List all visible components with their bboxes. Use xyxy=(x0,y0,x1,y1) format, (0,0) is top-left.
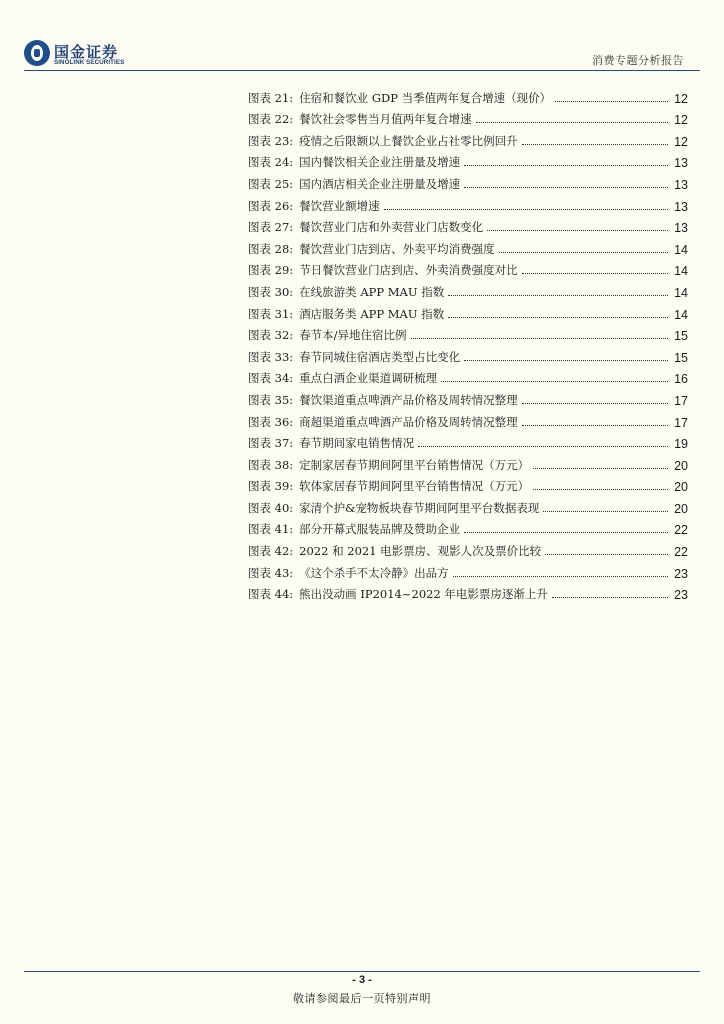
toc-entry[interactable] xyxy=(248,559,688,581)
toc-entry-title: 2022 和 2021 电影票房、观影人次及票价比较 xyxy=(299,544,542,559)
toc-entry-label: 图表 31: xyxy=(248,306,294,321)
toc-entry-page: 13 xyxy=(674,156,688,171)
toc-entry-page: 17 xyxy=(674,415,688,430)
toc-entry[interactable] xyxy=(248,516,688,538)
toc-entry-title: 春节本/异地住宿比例 xyxy=(299,328,407,343)
toc-entry-page: 22 xyxy=(674,545,688,560)
toc-entry[interactable] xyxy=(248,214,688,236)
toc-entry-label: 图表 21: xyxy=(248,90,294,105)
toc-entry-title: 家清个护&宠物板块春节期间阿里平台数据表现 xyxy=(299,500,540,515)
toc-entry[interactable] xyxy=(248,343,688,365)
toc-entry[interactable] xyxy=(248,235,688,257)
toc-entry-title: 春节期间家电销售情况 xyxy=(299,436,415,451)
toc-entry-title: 熊出没动画 IP2014~2022 年电影票房逐渐上升 xyxy=(299,587,548,602)
toc-entry[interactable] xyxy=(248,408,688,430)
toc-entry[interactable] xyxy=(248,127,688,149)
toc-entry-label: 图表 27: xyxy=(248,220,294,235)
toc-entry-label: 图表 25: xyxy=(248,176,294,191)
toc-dot-leader xyxy=(464,360,668,361)
table-of-figures xyxy=(248,84,688,602)
toc-dot-leader xyxy=(487,230,668,231)
logo-mark-icon xyxy=(24,40,50,66)
toc-dot-leader xyxy=(522,273,668,274)
company-logo xyxy=(24,38,136,70)
toc-entry-label: 图表 36: xyxy=(248,414,294,429)
report-type: 消费专题分析报告 xyxy=(592,54,684,67)
toc-dot-leader xyxy=(533,489,668,490)
page-number: - 3 - xyxy=(352,974,372,986)
logo-english-name: SINOLINK SECURITIES xyxy=(54,59,125,66)
toc-entry[interactable] xyxy=(248,494,688,516)
toc-entry-title: 餐饮营业门店到店、外卖平均消费强度 xyxy=(299,241,495,256)
toc-entry-page: 14 xyxy=(674,285,688,300)
toc-entry-label: 图表 38: xyxy=(248,457,294,472)
toc-entry-label: 图表 23: xyxy=(248,133,294,148)
toc-entry-page: 20 xyxy=(674,458,688,473)
toc-entry-title: 餐饮营业门店和外卖营业门店数变化 xyxy=(299,220,484,235)
toc-entry[interactable] xyxy=(248,170,688,192)
toc-entry[interactable] xyxy=(248,84,688,106)
toc-entry-label: 图表 42: xyxy=(248,544,294,559)
toc-dot-leader xyxy=(448,295,668,296)
toc-entry-title: 酒店服务类 APP MAU 指数 xyxy=(299,306,445,321)
toc-entry-page: 23 xyxy=(674,588,688,603)
toc-entry-title: 餐饮营业额增速 xyxy=(299,198,380,213)
toc-entry-page: 12 xyxy=(674,113,688,128)
toc-entry-page: 13 xyxy=(674,199,688,214)
toc-dot-leader xyxy=(384,209,668,210)
toc-entry-page: 12 xyxy=(674,91,688,106)
toc-dot-leader xyxy=(555,101,668,102)
toc-entry-page: 22 xyxy=(674,523,688,538)
footer-divider xyxy=(24,971,700,972)
toc-entry-label: 图表 33: xyxy=(248,349,294,364)
toc-entry-title: 《这个杀手不太冷静》出品方 xyxy=(299,565,449,580)
toc-entry-title: 住宿和餐饮业 GDP 当季值两年复合增速（现价） xyxy=(299,90,552,105)
toc-entry-title: 疫情之后限额以上餐饮企业占社零比例回升 xyxy=(299,133,518,148)
toc-dot-leader xyxy=(464,532,668,533)
toc-entry-page: 15 xyxy=(674,350,688,365)
toc-entry[interactable] xyxy=(248,473,688,495)
toc-entry-label: 图表 26: xyxy=(248,198,294,213)
toc-entry[interactable] xyxy=(248,300,688,322)
toc-dot-leader xyxy=(533,468,668,469)
toc-dot-leader xyxy=(543,511,668,512)
toc-dot-leader xyxy=(448,317,668,318)
toc-entry-label: 图表 22: xyxy=(248,112,294,127)
toc-entry[interactable] xyxy=(248,386,688,408)
toc-entry-page: 23 xyxy=(674,566,688,581)
toc-entry[interactable] xyxy=(248,581,688,603)
toc-entry-title: 软体家居春节期间阿里平台销售情况（万元） xyxy=(299,479,530,494)
toc-entry[interactable] xyxy=(248,322,688,344)
toc-entry-title: 在线旅游类 APP MAU 指数 xyxy=(299,284,445,299)
toc-entry-page: 20 xyxy=(674,501,688,516)
toc-entry-label: 图表 28: xyxy=(248,241,294,256)
toc-entry-page: 17 xyxy=(674,393,688,408)
toc-entry-label: 图表 39: xyxy=(248,479,294,494)
toc-dot-leader xyxy=(522,425,668,426)
toc-dot-leader xyxy=(522,144,668,145)
toc-entry-label: 图表 35: xyxy=(248,392,294,407)
toc-entry-label: 图表 34: xyxy=(248,371,294,386)
toc-entry[interactable] xyxy=(248,149,688,171)
toc-entry-page: 13 xyxy=(674,177,688,192)
toc-entry[interactable] xyxy=(248,192,688,214)
toc-entry-page: 16 xyxy=(674,372,688,387)
toc-entry-title: 国内酒店相关企业注册量及增速 xyxy=(299,176,461,191)
toc-entry-page: 20 xyxy=(674,480,688,495)
toc-entry[interactable] xyxy=(248,106,688,128)
toc-dot-leader xyxy=(441,381,668,382)
page-header xyxy=(0,0,724,72)
toc-entry-label: 图表 44: xyxy=(248,587,294,602)
toc-entry-page: 19 xyxy=(674,437,688,452)
footer-disclaimer: 敬请参阅最后一页特别声明 xyxy=(293,992,431,1005)
toc-entry[interactable] xyxy=(248,537,688,559)
toc-entry-title: 春节同城住宿酒店类型占比变化 xyxy=(299,349,461,364)
toc-entry-page: 14 xyxy=(674,264,688,279)
toc-entry-title: 节日餐饮营业门店到店、外卖消费强度对比 xyxy=(299,263,518,278)
toc-entry-title: 餐饮社会零售当月值两年复合增速 xyxy=(299,112,472,127)
toc-entry[interactable] xyxy=(248,257,688,279)
toc-entry-label: 图表 40: xyxy=(248,500,294,515)
toc-entry-label: 图表 37: xyxy=(248,436,294,451)
toc-entry-title: 重点白酒企业渠道调研梳理 xyxy=(299,371,438,386)
toc-dot-leader xyxy=(552,597,668,598)
toc-entry-page: 14 xyxy=(674,242,688,257)
toc-dot-leader xyxy=(476,122,668,123)
toc-entry-page: 13 xyxy=(674,221,688,236)
toc-entry-title: 餐饮渠道重点啤酒产品价格及周转情况整理 xyxy=(299,392,518,407)
toc-dot-leader xyxy=(545,554,668,555)
toc-entry-page: 12 xyxy=(674,134,688,149)
toc-entry-page: 14 xyxy=(674,307,688,322)
toc-entry-title: 商超渠道重点啤酒产品价格及周转情况整理 xyxy=(299,414,518,429)
toc-dot-leader xyxy=(453,576,668,577)
toc-entry-page: 15 xyxy=(674,329,688,344)
toc-dot-leader xyxy=(418,446,668,447)
toc-dot-leader xyxy=(499,252,668,253)
toc-entry-label: 图表 29: xyxy=(248,263,294,278)
logo-chinese-name: 国金证券 xyxy=(54,43,119,61)
toc-entry-label: 图表 41: xyxy=(248,522,294,537)
toc-entry-title: 国内餐饮相关企业注册量及增速 xyxy=(299,155,461,170)
toc-entry-label: 图表 43: xyxy=(248,565,294,580)
toc-entry[interactable] xyxy=(248,430,688,452)
toc-entry-label: 图表 30: xyxy=(248,284,294,299)
toc-dot-leader xyxy=(522,403,668,404)
toc-entry[interactable] xyxy=(248,365,688,387)
toc-entry-label: 图表 32: xyxy=(248,328,294,343)
toc-dot-leader xyxy=(464,165,668,166)
toc-entry-title: 定制家居春节期间阿里平台销售情况（万元） xyxy=(299,457,530,472)
toc-entry[interactable] xyxy=(248,278,688,300)
toc-entry-title: 部分开幕式服装品牌及赞助企业 xyxy=(299,522,461,537)
toc-dot-leader xyxy=(411,338,668,339)
toc-entry-label: 图表 24: xyxy=(248,155,294,170)
header-divider xyxy=(24,70,700,71)
toc-dot-leader xyxy=(464,187,668,188)
toc-entry[interactable] xyxy=(248,451,688,473)
